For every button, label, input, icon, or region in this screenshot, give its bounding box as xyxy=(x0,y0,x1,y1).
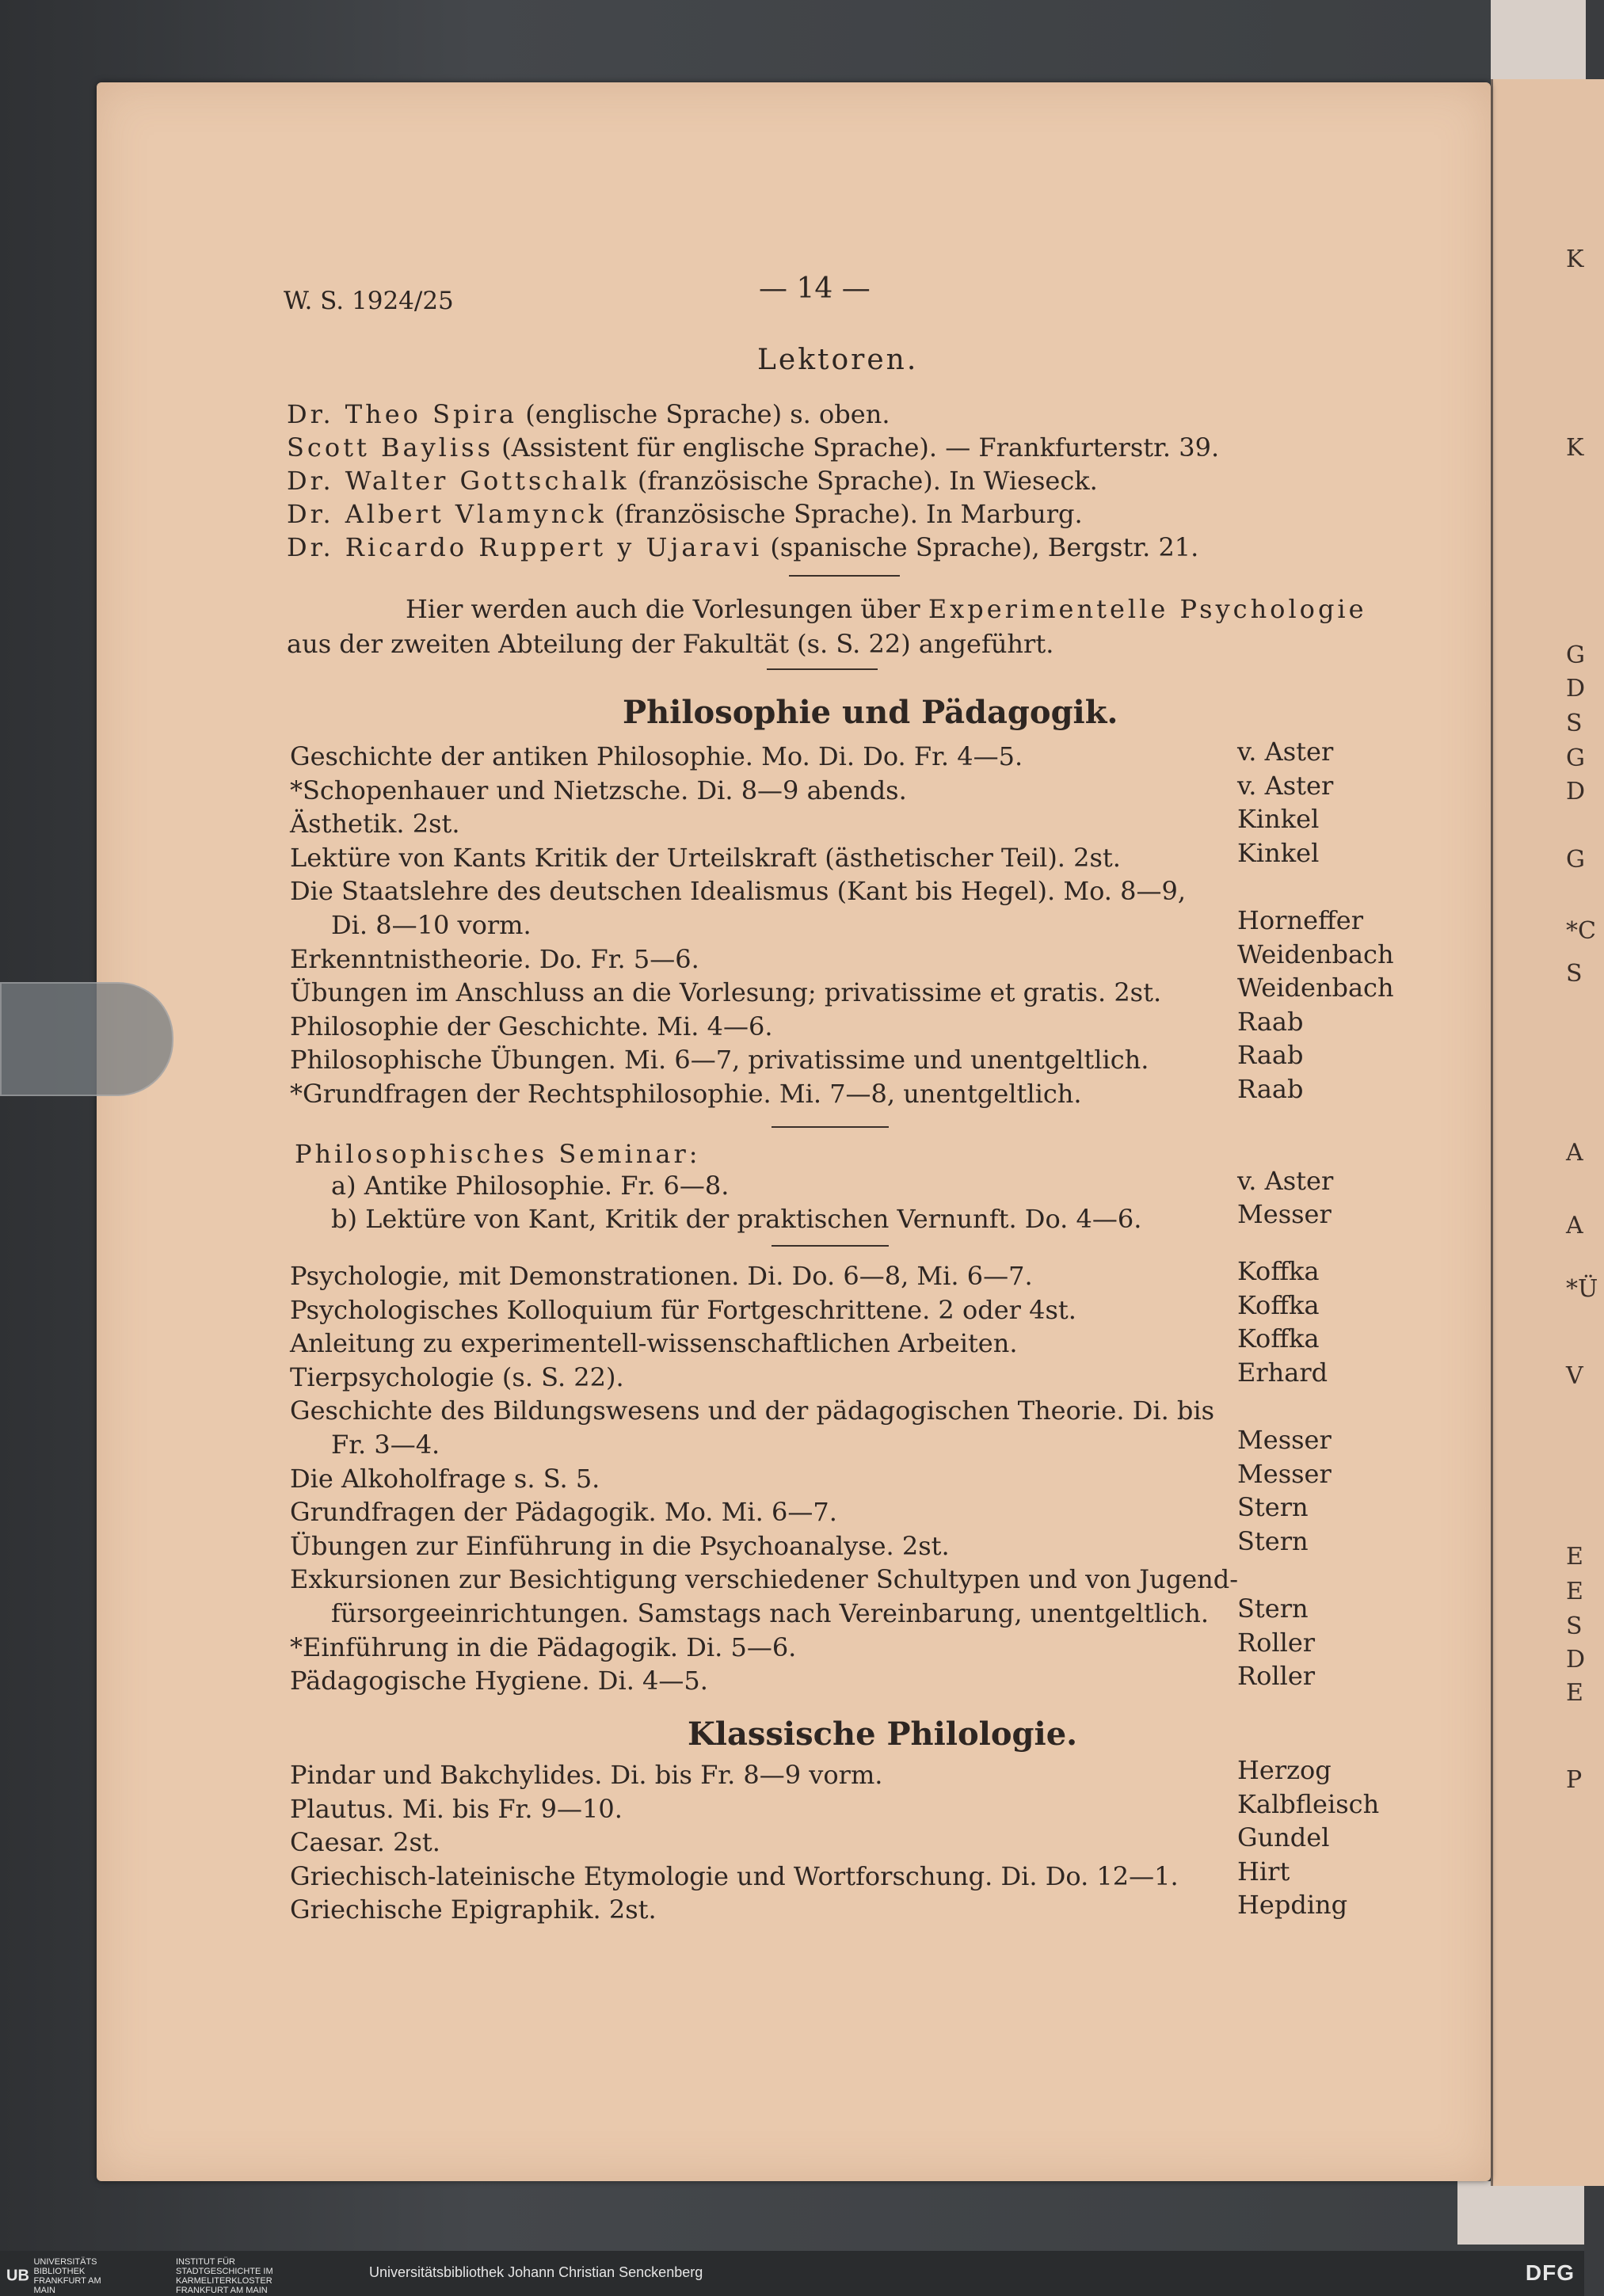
adjacent-page-fragment: A xyxy=(1566,1212,1583,1239)
course-entry: Die Staatslehre des deutschen Idealismus (Kant bis Hegel). Mo. 8—9, xyxy=(290,876,1187,907)
section-title-philosophie: Philosophie und Pädagogik. xyxy=(623,694,1118,731)
course-lecturer: Hirt xyxy=(1237,1856,1290,1887)
bookmark-tab xyxy=(0,982,173,1096)
course-entry: Geschichte des Bildungswesens und der pädagogischen Theorie. Di. bis xyxy=(290,1395,1215,1426)
adjacent-page-fragment: S xyxy=(1566,710,1583,737)
course-entry: Griechisch-lateinische Etymologie und Wortforschung. Di. Do. 12—1. xyxy=(290,1860,1179,1891)
page-number: — 14 — xyxy=(759,272,871,305)
note-emphasis: Experimentelle Psychologie xyxy=(928,594,1367,624)
course-entry: Die Alkoholfrage s. S. 5. xyxy=(290,1463,600,1494)
course-lecturer: Kinkel xyxy=(1237,804,1320,835)
bottom-page-edges xyxy=(1457,2181,1584,2245)
course-lecturer: Koffka xyxy=(1237,1256,1320,1286)
lektor-name: Dr. Albert Vlamynck xyxy=(287,499,607,529)
document-page xyxy=(97,82,1491,2181)
lektor-details: (Assistent für englische Sprache). — Frankfurterstr. 39. xyxy=(501,432,1220,463)
adjacent-page-fragment: G xyxy=(1566,744,1585,772)
adjacent-page-fragment: *Ü xyxy=(1566,1275,1598,1303)
course-lecturer: Kinkel xyxy=(1237,837,1320,868)
course-lecturer: Hepding xyxy=(1237,1890,1348,1921)
footer-bar xyxy=(0,2251,1584,2296)
course-entry: *Einführung in die Pädagogik. Di. 5—6. xyxy=(290,1632,797,1662)
section-title-lektoren: Lektoren. xyxy=(757,344,919,376)
course-entry: Pädagogische Hygiene. Di. 4—5. xyxy=(290,1666,708,1696)
course-lecturer: Weidenbach xyxy=(1237,939,1394,969)
semester-header: W. S. 1924/25 xyxy=(284,287,454,315)
course-lecturer: Koffka xyxy=(1237,1289,1320,1320)
dfg-logo: DFG xyxy=(1525,2260,1575,2285)
course-entry: Griechische Epigraphik. 2st. xyxy=(290,1894,657,1925)
course-entry: a) Antike Philosophie. Fr. 6—8. xyxy=(331,1171,730,1201)
institut-logo: INSTITUT FÜR STADTGESCHICHTE IM KARMELITERKLOSTER FRANKFURT AM MAIN xyxy=(176,2257,273,2295)
lektor-entry xyxy=(287,466,1098,496)
seminar-title: Philosophisches Seminar: xyxy=(295,1139,701,1169)
note-line-2: aus der zweiten Abteilung der Fakultät (s. S. 22) angeführt. xyxy=(287,629,1054,659)
adjacent-page-fragment: G xyxy=(1566,642,1585,669)
course-lecturer: Messer xyxy=(1237,1425,1332,1455)
course-lecturer: Herzog xyxy=(1237,1755,1332,1785)
adjacent-page-fragment: D xyxy=(1566,1646,1586,1673)
course-entry: Psychologisches Kolloquium für Fortgeschrittene. 2 oder 4st. xyxy=(290,1294,1076,1325)
adjacent-page-fragment: G xyxy=(1566,846,1585,874)
divider xyxy=(789,575,900,577)
note-text: Hier werden auch die Vorlesungen über xyxy=(406,594,920,624)
course-lecturer: Stern xyxy=(1237,1492,1309,1523)
adjacent-page-fragment: E xyxy=(1566,1679,1583,1707)
course-entry: Di. 8—10 vorm. xyxy=(331,910,531,940)
section-title-klassische: Klassische Philologie. xyxy=(688,1715,1078,1753)
course-entry: Grundfragen der Pädagogik. Mo. Mi. 6—7. xyxy=(290,1497,837,1528)
course-lecturer: Stern xyxy=(1237,1525,1309,1556)
course-lecturer: Horneffer xyxy=(1237,905,1363,935)
course-lecturer: Raab xyxy=(1237,1040,1304,1071)
course-lecturer: Kalbfleisch xyxy=(1237,1788,1380,1819)
course-lecturer: Messer xyxy=(1237,1199,1332,1229)
course-entry: Fr. 3—4. xyxy=(331,1430,440,1460)
adjacent-page-fragment: D xyxy=(1566,778,1586,805)
lektor-entry xyxy=(287,499,1083,529)
course-lecturer: Gundel xyxy=(1237,1822,1330,1853)
lektor-name: Scott Bayliss xyxy=(287,432,493,463)
course-lecturer: Roller xyxy=(1237,1661,1316,1692)
course-entry: Philosophie der Geschichte. Mi. 4—6. xyxy=(290,1011,773,1041)
adjacent-page-fragment: E xyxy=(1566,1578,1583,1605)
adjacent-page-fragment: E xyxy=(1566,1543,1583,1571)
ub-logo-subtext: UNIVERSITÄTS BIBLIOTHEK FRANKFURT AM MAIN xyxy=(33,2257,101,2295)
lektor-entry xyxy=(287,432,1219,463)
lektor-details: (spanische Sprache), Bergstr. 21. xyxy=(770,532,1199,562)
adjacent-page xyxy=(1491,79,1604,2186)
note-line-1 xyxy=(406,594,1367,624)
course-entry: Erkenntnistheorie. Do. Fr. 5—6. xyxy=(290,943,699,974)
adjacent-page-fragment: S xyxy=(1566,1613,1583,1640)
library-credit: Universitätsbibliothek Johann Christian Senckenberg xyxy=(369,2264,703,2280)
lektor-details: (französische Sprache). In Marburg. xyxy=(614,499,1083,529)
course-entry: Exkursionen zur Besichtigung verschiedener Schultypen und von Jugend- xyxy=(290,1564,1239,1595)
adjacent-page-fragment: V xyxy=(1566,1362,1583,1390)
course-lecturer: Erhard xyxy=(1237,1357,1328,1388)
adjacent-page-fragment: K xyxy=(1566,246,1584,273)
course-entry: Caesar. 2st. xyxy=(290,1827,440,1858)
course-lecturer: Messer xyxy=(1237,1458,1332,1489)
course-lecturer: v. Aster xyxy=(1237,770,1334,801)
course-entry: Anleitung zu experimentell-wissenschaftlichen Arbeiten. xyxy=(290,1328,1018,1359)
course-entry: Tierpsychologie (s. S. 22). xyxy=(290,1361,624,1392)
course-entry: Übungen im Anschluss an die Vorlesung; privatissime et gratis. 2st. xyxy=(290,977,1162,1008)
course-entry: Philosophische Übungen. Mi. 6—7, privatissime und unentgeltlich. xyxy=(290,1045,1149,1076)
lektor-details: (französische Sprache). In Wieseck. xyxy=(637,466,1098,496)
adjacent-page-fragment: P xyxy=(1566,1766,1583,1794)
adjacent-page-fragment: S xyxy=(1566,960,1583,988)
course-entry: *Schopenhauer und Nietzsche. Di. 8—9 abends. xyxy=(290,775,907,805)
top-page-edges xyxy=(1491,0,1586,79)
course-entry: *Grundfragen der Rechtsphilosophie. Mi. 7—8, unentgeltlich. xyxy=(290,1079,1082,1109)
course-lecturer: v. Aster xyxy=(1237,737,1334,767)
course-lecturer: Weidenbach xyxy=(1237,973,1394,1003)
course-lecturer: Koffka xyxy=(1237,1323,1320,1354)
course-entry: Psychologie, mit Demonstrationen. Di. Do. 6—8, Mi. 6—7. xyxy=(290,1261,1033,1291)
course-entry: Lektüre von Kants Kritik der Urteilskraft (ästhetischer Teil). 2st. xyxy=(290,842,1121,873)
lektor-name: Dr. Theo Spira xyxy=(287,399,518,429)
lektor-name: Dr. Walter Gottschalk xyxy=(287,466,630,496)
course-lecturer: v. Aster xyxy=(1237,1166,1334,1196)
course-lecturer: Roller xyxy=(1237,1627,1316,1658)
adjacent-page-fragment: K xyxy=(1566,434,1584,462)
ub-logo-text: UB xyxy=(6,2267,29,2285)
lektor-entry xyxy=(287,399,890,429)
course-lecturer: Stern xyxy=(1237,1593,1309,1624)
adjacent-page-fragment: D xyxy=(1566,675,1586,703)
adjacent-page-fragment: A xyxy=(1566,1139,1583,1167)
adjacent-page-fragment: *C xyxy=(1566,917,1596,945)
course-lecturer: Raab xyxy=(1237,1006,1304,1037)
divider xyxy=(772,1245,889,1247)
course-entry: Plautus. Mi. bis Fr. 9—10. xyxy=(290,1793,623,1824)
ub-logo xyxy=(6,2257,120,2295)
lektor-entry xyxy=(287,532,1198,562)
lektor-name: Dr. Ricardo Ruppert y Ujaravi xyxy=(287,532,763,562)
course-entry: Geschichte der antiken Philosophie. Mo. Di. Do. Fr. 4—5. xyxy=(290,741,1023,771)
course-entry: fürsorgeeinrichtungen. Samstags nach Vereinbarung, unentgeltlich. xyxy=(331,1598,1210,1628)
divider xyxy=(767,668,878,670)
lektor-details: (englische Sprache) s. oben. xyxy=(525,399,890,429)
course-entry: b) Lektüre von Kant, Kritik der praktischen Vernunft. Do. 4—6. xyxy=(331,1204,1142,1234)
course-entry: Ästhetik. 2st. xyxy=(290,809,460,840)
divider xyxy=(772,1126,889,1128)
course-lecturer: Raab xyxy=(1237,1074,1304,1104)
course-entry: Übungen zur Einführung in die Psychoanalyse. 2st. xyxy=(290,1530,950,1561)
course-entry: Pindar und Bakchylides. Di. bis Fr. 8—9 vorm. xyxy=(290,1760,883,1790)
